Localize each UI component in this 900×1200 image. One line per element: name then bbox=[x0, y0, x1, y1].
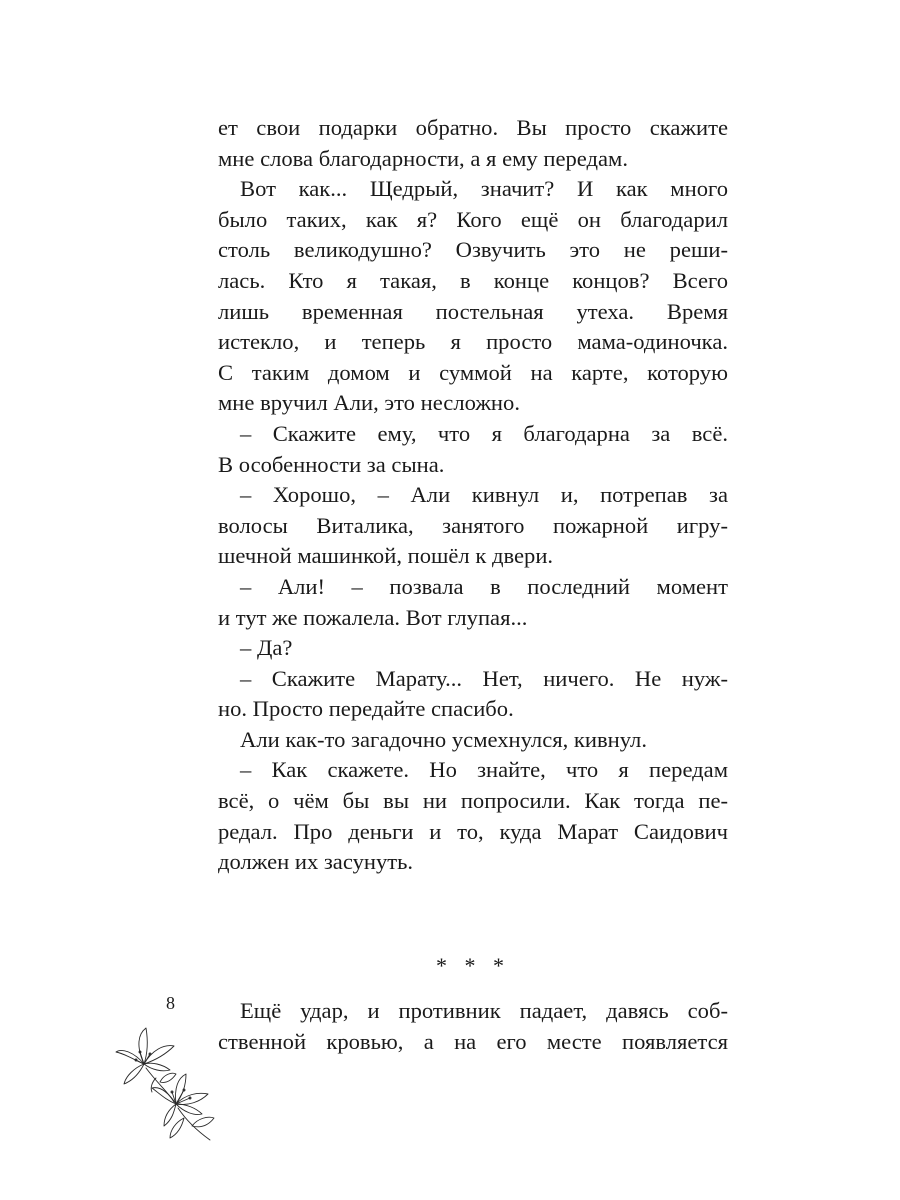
text-line: мне вручил Али, это несложно. bbox=[218, 390, 520, 416]
chapter-text bbox=[218, 113, 728, 878]
text-line: было таких, как я? Кого ещё он благодарил bbox=[218, 206, 728, 232]
text-line: должен их засунуть. bbox=[218, 849, 414, 875]
text-line: – Али! – позвала в последний момент bbox=[240, 573, 728, 599]
text-line: – Хорошо, – Али кивнул и, потрепав за bbox=[240, 482, 728, 508]
text-line: столь великодушно? Озвучить это не реши- bbox=[218, 237, 728, 263]
text-line: – Скажите ему, что я благодарна за всё. bbox=[240, 420, 728, 446]
text-line: Ещё удар, и противник падает, давясь соб- bbox=[240, 998, 728, 1023]
text-line: – Как скажете. Но знайте, что я передам bbox=[240, 757, 728, 783]
text-line: ственной кровью, а на его месте появляется bbox=[218, 1028, 728, 1054]
text-line: шечной машинкой, пошёл к двери. bbox=[218, 543, 554, 569]
text-line: волосы Виталика, занятого пожарной игру- bbox=[218, 512, 728, 538]
page-number: 8 bbox=[166, 993, 175, 1013]
text-line: ет свои подарки обратно. Вы просто скажите bbox=[218, 115, 728, 140]
text-line: лишь временная постельная утеха. Время bbox=[218, 298, 728, 324]
text-line: всё, о чём бы вы ни попросили. Как тогда пе- bbox=[218, 788, 728, 814]
text-line: истекло, и теперь я просто мама-одиночка. bbox=[218, 329, 728, 355]
text-line: Вот как... Щедрый, значит? И как много bbox=[240, 176, 728, 202]
text-line: С таким домом и суммой на карте, которую bbox=[218, 359, 728, 385]
text-line: лась. Кто я такая, в конце концов? Всего bbox=[218, 267, 728, 293]
text-line: – Да? bbox=[240, 635, 293, 661]
text-line: редал. Про деньги и то, куда Марат Саидович bbox=[218, 818, 728, 844]
text-line: но. Просто передайте спасибо. bbox=[218, 696, 514, 722]
text-line: – Скажите Марату... Нет, ничего. Не нуж- bbox=[240, 665, 728, 691]
text-line: и тут же пожалела. Вот глупая... bbox=[218, 604, 528, 630]
text-line: Али как-то загадочно усмехнулся, кивнул. bbox=[240, 726, 647, 752]
text-line: мне слова благодарности, а я ему передам. bbox=[218, 145, 628, 171]
lily-flower-drawing-icon bbox=[112, 1022, 222, 1142]
next-section-text bbox=[218, 996, 728, 1057]
text-line: В особенности за сына. bbox=[218, 451, 445, 477]
section-break-asterisks: * * * bbox=[436, 953, 510, 978]
